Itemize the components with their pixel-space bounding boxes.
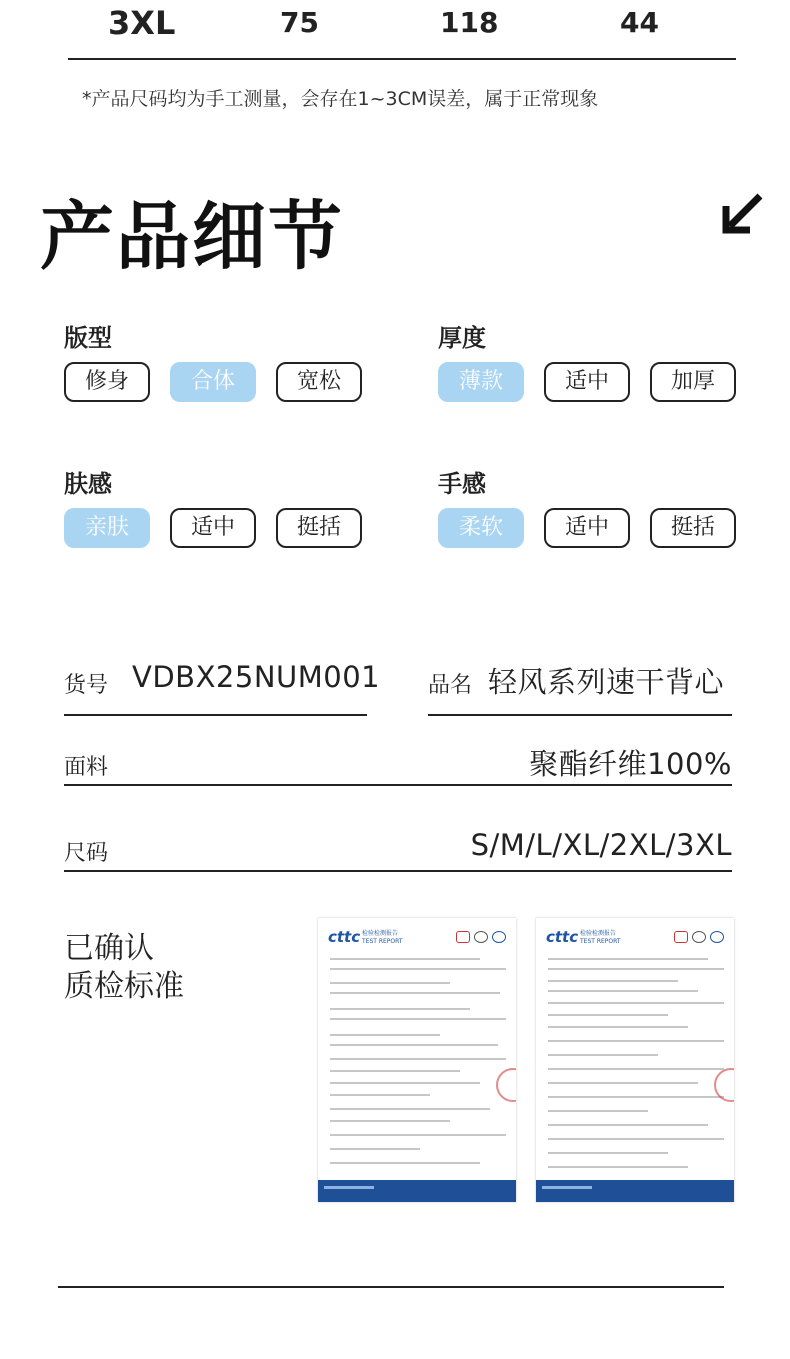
size-cell: 75 — [280, 6, 319, 39]
size-cell: 3XL — [108, 4, 176, 42]
report-text-lines — [330, 958, 506, 1178]
item-number-row — [64, 656, 381, 716]
report-subtitle: 检验检测报告 TEST REPORT — [362, 930, 403, 945]
report-logo: cttc — [546, 928, 579, 946]
product-name-value: 轻风系列速干背心 — [488, 665, 725, 699]
report-subtitle: 检验检测报告 TEST REPORT — [580, 930, 621, 945]
attr-label: 厚度 — [438, 324, 486, 352]
attr-group-skin-feel — [64, 464, 341, 540]
cert-badges-icon — [456, 931, 508, 945]
size-cell: 118 — [440, 6, 499, 39]
tag-option[interactable]: 宽松 — [276, 362, 362, 402]
tag-option-selected[interactable]: 薄款 — [438, 362, 524, 402]
cert-badges-icon — [674, 931, 726, 945]
tag-option[interactable]: 适中 — [544, 362, 630, 402]
qc-title — [64, 930, 184, 1006]
bottom-divider — [58, 1286, 724, 1288]
size-range-label: 尺码 — [64, 841, 109, 866]
attr-group-fit — [64, 318, 341, 394]
tag-option-selected[interactable]: 合体 — [170, 362, 256, 402]
attr-label: 肤感 — [64, 470, 112, 498]
product-name-row — [428, 656, 732, 716]
arrow-down-left-icon — [720, 190, 766, 236]
fabric-value: 聚酯纤维100% — [529, 747, 732, 781]
measurement-note: *产品尺码均为手工测量，会存在1~3CM误差，属于正常现象 — [82, 88, 599, 110]
item-number-value: VDBX25NUM001 — [132, 660, 381, 694]
report-footer — [318, 1180, 516, 1202]
tag-option[interactable]: 加厚 — [650, 362, 736, 402]
tag-option[interactable]: 适中 — [544, 508, 630, 548]
test-report-image — [318, 918, 516, 1202]
report-logo: cttc — [328, 928, 361, 946]
tag-option[interactable]: 挺括 — [650, 508, 736, 548]
fabric-label: 面料 — [64, 755, 109, 780]
tag-option[interactable]: 适中 — [170, 508, 256, 548]
attr-group-thickness — [438, 318, 715, 394]
qc-title-line: 质检标准 — [64, 969, 184, 1004]
test-report-image — [536, 918, 734, 1202]
attr-label: 手感 — [438, 470, 486, 498]
report-text-lines — [548, 958, 724, 1178]
size-range-row — [64, 826, 732, 872]
product-name-label: 品名 — [428, 673, 473, 698]
tag-option[interactable]: 修身 — [64, 362, 150, 402]
report-footer — [536, 1180, 734, 1202]
attr-label: 版型 — [64, 324, 112, 352]
attr-group-hand-feel — [438, 464, 715, 540]
item-number-label: 货号 — [64, 673, 109, 698]
tag-option-selected[interactable]: 柔软 — [438, 508, 524, 548]
fabric-row — [64, 740, 732, 786]
size-table-last-row — [68, 0, 736, 60]
section-title: 产品细节 — [40, 194, 344, 280]
tag-option[interactable]: 挺括 — [276, 508, 362, 548]
size-range-value: S/M/L/XL/2XL/3XL — [470, 828, 732, 862]
qc-title-line: 已确认 — [64, 931, 154, 966]
size-cell: 44 — [620, 6, 659, 39]
tag-option-selected[interactable]: 亲肤 — [64, 508, 150, 548]
